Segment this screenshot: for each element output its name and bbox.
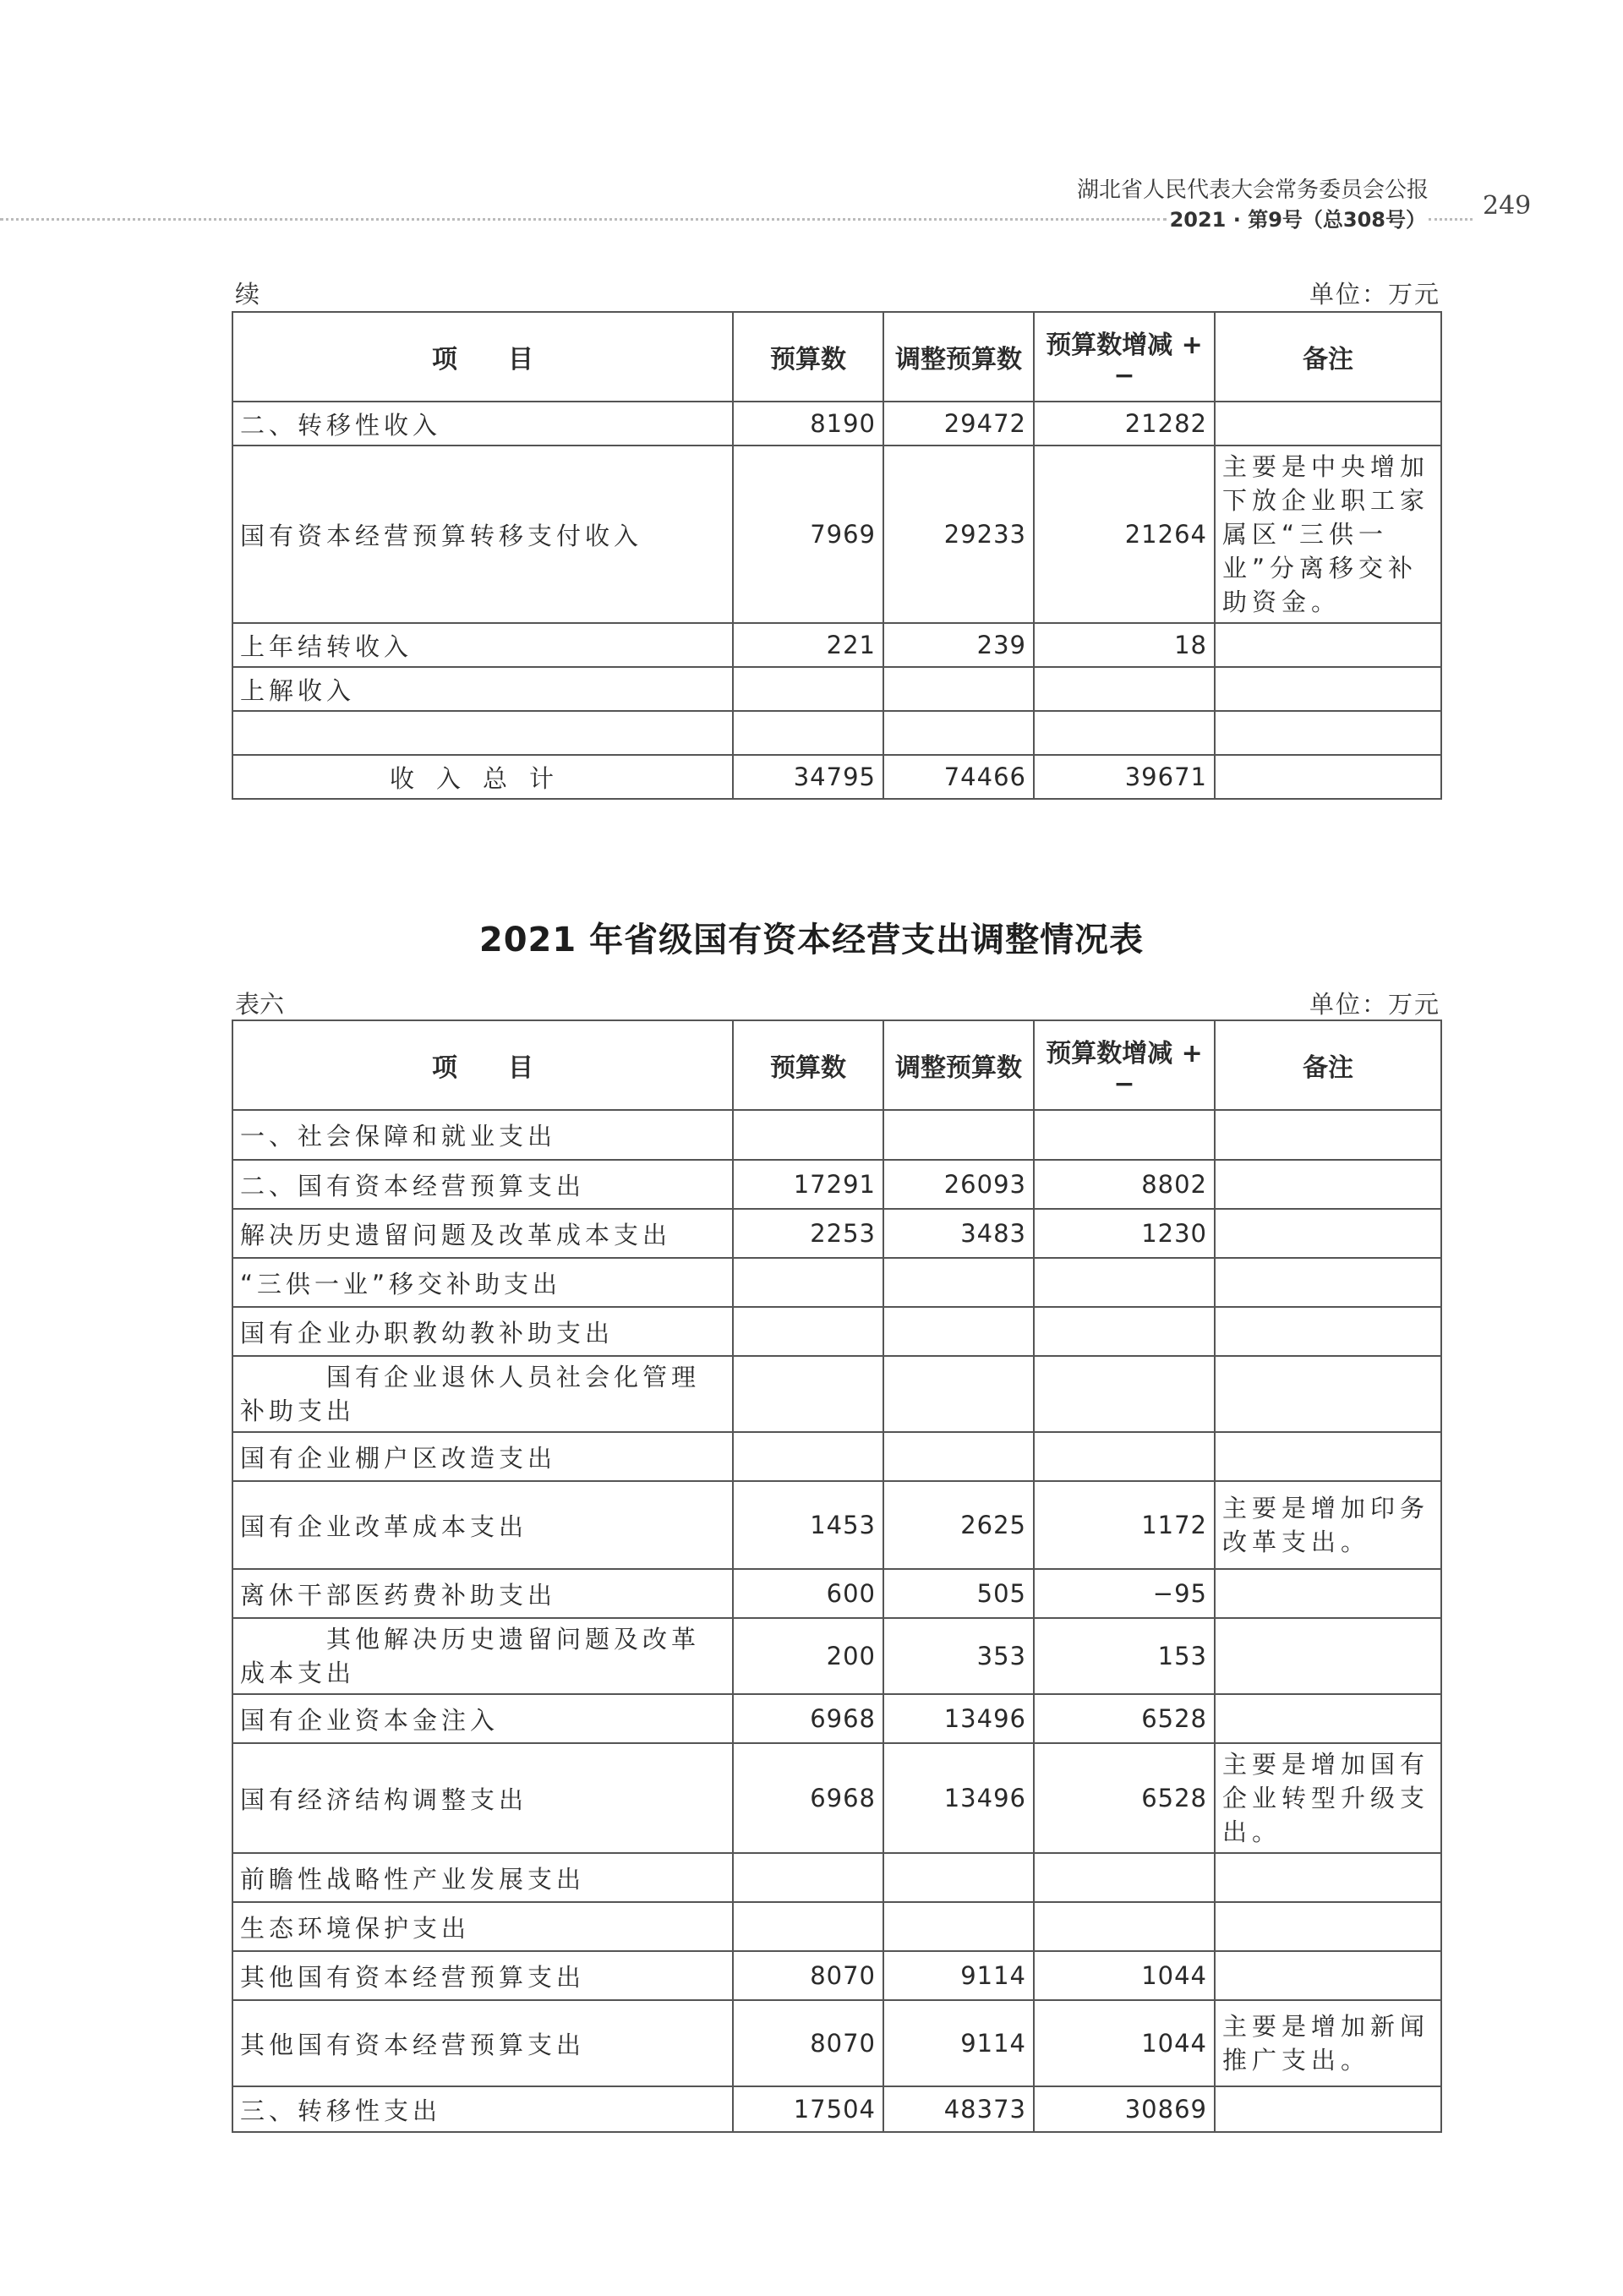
row-change: 1044 [1034,2000,1215,2086]
row-item: 其他解决历史遗留问题及改革成本支出 [232,1618,733,1694]
row-change [1034,1110,1215,1160]
table-row [232,1951,1441,2000]
table-row [232,1110,1441,1160]
row-change: 21282 [1034,402,1215,446]
row-item: 二、国有资本经营预算支出 [232,1160,733,1209]
row-change: 21264 [1034,446,1215,623]
row-adjusted [883,711,1034,755]
table-row [232,2000,1441,2086]
row-adjusted: 353 [883,1618,1034,1694]
row-change: 1230 [1034,1209,1215,1258]
continued-label: 续 [235,280,260,309]
row-budget [733,1307,883,1356]
table-row [232,1258,1441,1307]
row-budget: 221 [733,623,883,667]
table-row [232,1307,1441,1356]
row-note: 主要是增加印务改革支出。 [1215,1481,1441,1569]
table-row [232,1853,1441,1902]
col-header-adjusted: 调整预算数 [883,1020,1034,1110]
row-budget: 17291 [733,1160,883,1209]
row-item: 国有企业退休人员社会化管理补助支出 [232,1356,733,1432]
table-row [232,2086,1441,2132]
row-adjusted [883,1356,1034,1432]
table-row [232,1432,1441,1481]
table-row [232,1569,1441,1618]
row-item: 前瞻性战略性产业发展支出 [232,1853,733,1902]
col-header-note: 备注 [1215,1020,1441,1110]
row-item: 解决历史遗留问题及改革成本支出 [232,1209,733,1258]
col-header-budget: 预算数 [733,312,883,402]
row-budget: 600 [733,1569,883,1618]
table-row [232,667,1441,711]
row-change: 6528 [1034,1743,1215,1853]
row-budget: 200 [733,1618,883,1694]
row-change: 153 [1034,1618,1215,1694]
row-budget: 1453 [733,1481,883,1569]
row-adjusted: 74466 [883,755,1034,799]
row-adjusted: 239 [883,623,1034,667]
row-change [1034,711,1215,755]
row-change [1034,1432,1215,1481]
row-budget [733,1258,883,1307]
row-item: 一、社会保障和就业支出 [232,1110,733,1160]
row-adjusted: 2625 [883,1481,1034,1569]
row-change: 30869 [1034,2086,1215,2132]
row-change: 39671 [1034,755,1215,799]
row-item: 三、转移性支出 [232,2086,733,2132]
table-six-label: 表六 [235,990,285,1019]
row-budget [733,1853,883,1902]
row-adjusted [883,1307,1034,1356]
row-adjusted: 13496 [883,1743,1034,1853]
table-row-total [232,755,1441,799]
row-item: 国有企业改革成本支出 [232,1481,733,1569]
table-row [232,1618,1441,1694]
row-budget [733,667,883,711]
row-item [232,711,733,755]
row-note [1215,1853,1441,1902]
row-change [1034,1902,1215,1951]
row-note [1215,1160,1441,1209]
row-adjusted: 9114 [883,2000,1034,2086]
row-budget: 34795 [733,755,883,799]
row-budget [733,1432,883,1481]
row-change: 6528 [1034,1694,1215,1743]
row-item: 国有经济结构调整支出 [232,1743,733,1853]
unit-label-top: 单位：万元 [1309,280,1440,309]
row-item: 国有企业办职教幼教补助支出 [232,1307,733,1356]
row-adjusted [883,1432,1034,1481]
revenue-table-continued [232,311,1442,800]
row-note [1215,1618,1441,1694]
row-note [1215,1209,1441,1258]
row-item: 上解收入 [232,667,733,711]
table-row [232,1356,1441,1432]
row-change: 1044 [1034,1951,1215,2000]
row-change [1034,1307,1215,1356]
row-change [1034,1853,1215,1902]
table-row [232,402,1441,446]
row-budget: 8070 [733,1951,883,2000]
unit-label-six: 单位：万元 [1309,990,1440,1019]
row-note [1215,1951,1441,2000]
journal-title: 湖北省人民代表大会常务委员会公报 [1076,178,1429,203]
row-adjusted [883,667,1034,711]
row-note [1215,1569,1441,1618]
row-budget [733,1902,883,1951]
header-dotted-rule [0,218,1167,221]
row-adjusted: 9114 [883,1951,1034,2000]
col-header-change: 预算数增减 +− [1034,1020,1215,1110]
table-six-title: 2021 年省级国有资本经营支出调整情况表 [478,921,1145,959]
row-change [1034,1356,1215,1432]
row-change: 18 [1034,623,1215,667]
row-item: 二、转移性收入 [232,402,733,446]
row-item: 国有企业资本金注入 [232,1694,733,1743]
row-item-total: 收入总计 [232,755,733,799]
row-change: −95 [1034,1569,1215,1618]
row-budget: 17504 [733,2086,883,2132]
row-adjusted [883,1110,1034,1160]
col-header-note: 备注 [1215,312,1441,402]
table-header-row [232,1020,1441,1110]
row-budget: 2253 [733,1209,883,1258]
row-item: 生态环境保护支出 [232,1902,733,1951]
row-note [1215,2086,1441,2132]
table-header-row [232,312,1441,402]
row-note [1215,1694,1441,1743]
row-note [1215,623,1441,667]
table-row [232,1902,1441,1951]
row-note [1215,667,1441,711]
row-adjusted [883,1902,1034,1951]
row-item: 其他国有资本经营预算支出 [232,1951,733,2000]
row-item: 其他国有资本经营预算支出 [232,2000,733,2086]
row-budget [733,1356,883,1432]
row-note [1215,1356,1441,1432]
row-note: 主要是增加新闻推广支出。 [1215,2000,1441,2086]
table-row [232,623,1441,667]
row-item: “三供一业”移交补助支出 [232,1258,733,1307]
row-item: 国有企业棚户区改造支出 [232,1432,733,1481]
row-budget: 7969 [733,446,883,623]
row-note: 主要是中央增加下放企业职工家属区“三供一业”分离移交补助资金。 [1215,446,1441,623]
row-note [1215,1258,1441,1307]
table-row [232,446,1441,623]
row-adjusted: 29233 [883,446,1034,623]
row-adjusted: 505 [883,1569,1034,1618]
row-note [1215,711,1441,755]
row-note [1215,1432,1441,1481]
col-header-item: 项 目 [232,312,733,402]
row-budget: 6968 [733,1743,883,1853]
row-item: 离休干部医药费补助支出 [232,1569,733,1618]
col-header-change: 预算数增减 +− [1034,312,1215,402]
row-note [1215,755,1441,799]
table-row [232,1160,1441,1209]
header-dotted-rule-right [1429,218,1473,221]
table-row [232,711,1441,755]
row-adjusted [883,1853,1034,1902]
row-budget [733,711,883,755]
row-adjusted [883,1258,1034,1307]
row-adjusted: 3483 [883,1209,1034,1258]
row-adjusted: 48373 [883,2086,1034,2132]
table-row [232,1209,1441,1258]
row-adjusted: 26093 [883,1160,1034,1209]
row-budget: 6968 [733,1694,883,1743]
row-adjusted: 29472 [883,402,1034,446]
expenditure-table [232,1020,1442,2133]
row-note: 主要是增加国有企业转型升级支出。 [1215,1743,1441,1853]
row-item: 上年结转收入 [232,623,733,667]
row-note [1215,1902,1441,1951]
row-change: 8802 [1034,1160,1215,1209]
row-note [1215,1110,1441,1160]
row-budget: 8070 [733,2000,883,2086]
table-row [232,1694,1441,1743]
row-change [1034,1258,1215,1307]
row-note [1215,402,1441,446]
row-budget [733,1110,883,1160]
row-note [1215,1307,1441,1356]
page-number: 249 [1483,191,1532,221]
col-header-budget: 预算数 [733,1020,883,1110]
row-budget: 8190 [733,402,883,446]
col-header-item: 项 目 [232,1020,733,1110]
table-row [232,1743,1441,1853]
issue-number: 2021 · 第9号（总308号） [1169,208,1426,232]
row-item: 国有资本经营预算转移支付收入 [232,446,733,623]
row-change [1034,667,1215,711]
row-adjusted: 13496 [883,1694,1034,1743]
col-header-adjusted: 调整预算数 [883,312,1034,402]
table-row [232,1481,1441,1569]
row-change: 1172 [1034,1481,1215,1569]
